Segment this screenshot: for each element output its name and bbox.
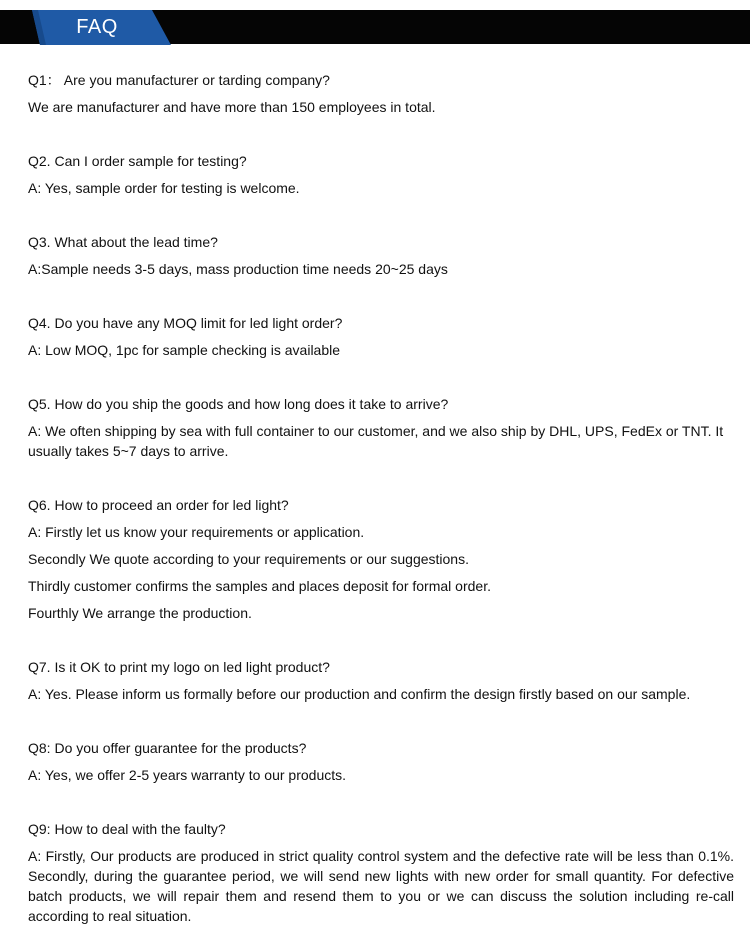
faq-item-8 [28,738,734,785]
answer: A: Yes, we offer 2-5 years warranty to our products. [28,767,347,783]
faq-item-6 [28,495,734,623]
answer: A:Sample needs 3-5 days, mass production time needs 20~25 days [28,261,448,277]
question: Q1： Are you manufacturer or tarding company? [28,72,330,88]
answer-line: A: Firstly let us know your requirements or application. [28,524,365,540]
question: Q7. Is it OK to print my logo on led light product? [28,659,330,675]
faq-item-7 [28,657,734,704]
faq-item-3 [28,232,734,279]
page-title: FAQ [76,16,118,38]
question: Q9: How to deal with the faulty? [28,821,226,837]
faq-header-tab [32,10,171,45]
question: Q6. How to proceed an order for led light? [28,497,289,513]
question: Q4. Do you have any MOQ limit for led light order? [28,315,343,331]
answer: A: Firstly, Our products are produced in strict quality control system and the defective rate will be less than 0.1%. Secondly, during the guarantee period, we will send new lights with new order for small quantity. For defective batch products, we will repair them and resend them to you or we can discuss the solution including re-call according to real situation. [28,848,734,924]
answer: A: Yes, sample order for testing is welcome. [28,180,300,196]
answer: A: Yes. Please inform us formally before our production and confirm the design firstly based on our sample. [28,686,691,702]
question: Q5. How do you ship the goods and how long does it take to arrive? [28,396,449,412]
faq-item-4 [28,313,734,360]
question: Q8: Do you offer guarantee for the products? [28,740,307,756]
faq-item-1 [28,70,734,117]
answer: We are manufacturer and have more than 150 employees in total. [28,99,436,115]
answer: A: We often shipping by sea with full container to our customer, and we also ship by DHL, UPS, FedEx or TNT. It usually takes 5~7 days to arrive. [28,423,724,459]
answer: A: Low MOQ, 1pc for sample checking is available [28,342,341,358]
question: Q2. Can I order sample for testing? [28,153,247,169]
answer-line: Thirdly customer confirms the samples and places deposit for formal order. [28,578,491,594]
question: Q3. What about the lead time? [28,234,218,250]
faq-item-5 [28,394,734,461]
answer-line: Fourthly We arrange the production. [28,605,252,621]
faq-item-2 [28,151,734,198]
faq-item-9 [28,819,734,926]
answer-line: Secondly We quote according to your requirements or our suggestions. [28,551,469,567]
